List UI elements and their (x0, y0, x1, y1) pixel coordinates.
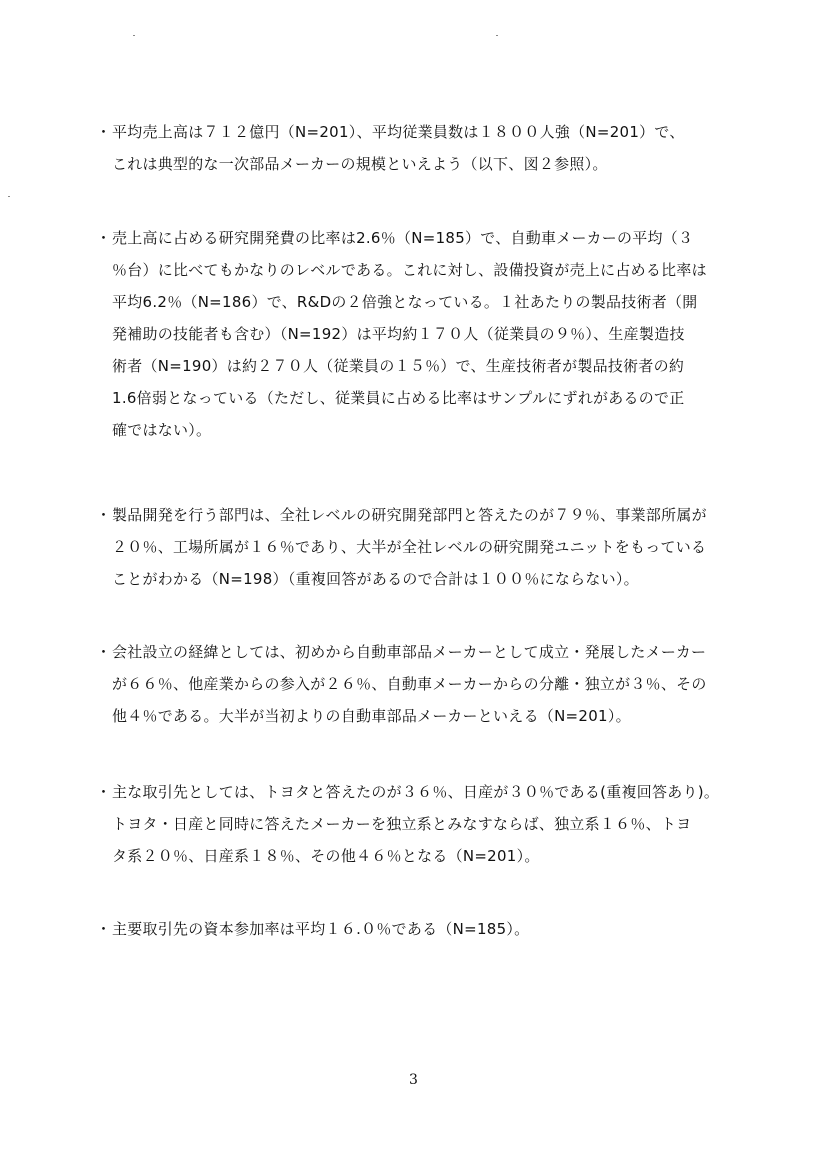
text-line: 確ではない）。 (112, 421, 212, 439)
text-line: ％台）に比べてもかなりのレベルである。これに対し、設備投資が売上に占める比率は (112, 261, 707, 279)
bullet-marker: ・ (96, 643, 112, 661)
text-line: 術者（N=190）は約２７０人（従業員の１５％）で、生産技術者が製品技術者の約 (112, 357, 685, 375)
text-line: 製品開発を行う部門は、全社レベルの研究開発部門と答えたのが７９％、事業部所属が (112, 506, 707, 524)
bullet-marker: ・ (96, 229, 112, 247)
text-line: 会社設立の経緯としては、初めから自動車部品メーカーとして成立・発展したメーカー (112, 643, 707, 661)
paragraph-company-origin (96, 636, 786, 732)
paragraph-company-size (96, 116, 786, 180)
text-line: 発補助の技能者も含む）（N=192）は平均約１７０人（従業員の９％）、生産製造技 (112, 325, 685, 343)
bullet-marker: ・ (96, 123, 112, 141)
text-line: が６６％、他産業からの参入が２６％、自動車メーカーからの分離・独立が３％、その (112, 675, 707, 693)
page-number: 3 (409, 1072, 418, 1088)
text-line: 売上高に占める研究開発費の比率は2.6％（N=185）で、自動車メーカーの平均（３ (112, 229, 694, 247)
bullet-marker: ・ (96, 783, 112, 801)
text-line: タ系２０％、日産系１８％、その他４６％となる（N=201）。 (112, 847, 540, 865)
scan-speck (133, 35, 135, 36)
text-line: 平均売上高は７１２億円（N=201）、平均従業員数は１８００人強（N=201）で、 (112, 123, 685, 141)
bullet-marker: ・ (96, 920, 112, 938)
paragraph-capital-participation (96, 913, 786, 945)
bullet-marker: ・ (96, 506, 112, 524)
paragraph-main-customers (96, 776, 786, 872)
scan-speck (496, 35, 498, 36)
text-line: 1.6倍弱となっている（ただし、従業員に占める比率はサンプルにずれがあるので正 (112, 389, 685, 407)
paragraph-development-division (96, 499, 786, 595)
scan-speck (8, 196, 10, 197)
paragraph-rd-ratio (96, 222, 786, 446)
text-line: 主な取引先としては、トヨタと答えたのが３６％、日産が３０％である(重複回答あり)。 (112, 783, 720, 801)
text-line: 主要取引先の資本参加率は平均１６.０％である（N=185）。 (112, 920, 530, 938)
text-line: ことがわかる（N=198）（重複回答があるので合計は１００％にならない）。 (112, 570, 639, 588)
text-line: 他４％である。大半が当初よりの自動車部品メーカーといえる（N=201）。 (112, 707, 631, 725)
text-line: 平均6.2％（N=186）で、R&Dの２倍強となっている。１社あたりの製品技術者（開 (112, 293, 698, 311)
text-line: トヨタ・日産と同時に答えたメーカーを独立系とみなすならば、独立系１６％、トヨ (112, 815, 692, 833)
text-line: ２０％、工場所属が１６％であり、大半が全社レベルの研究開発ユニットをもっている (112, 538, 707, 556)
text-line: これは典型的な一次部品メーカーの規模といえよう（以下、図２参照）。 (112, 155, 608, 173)
